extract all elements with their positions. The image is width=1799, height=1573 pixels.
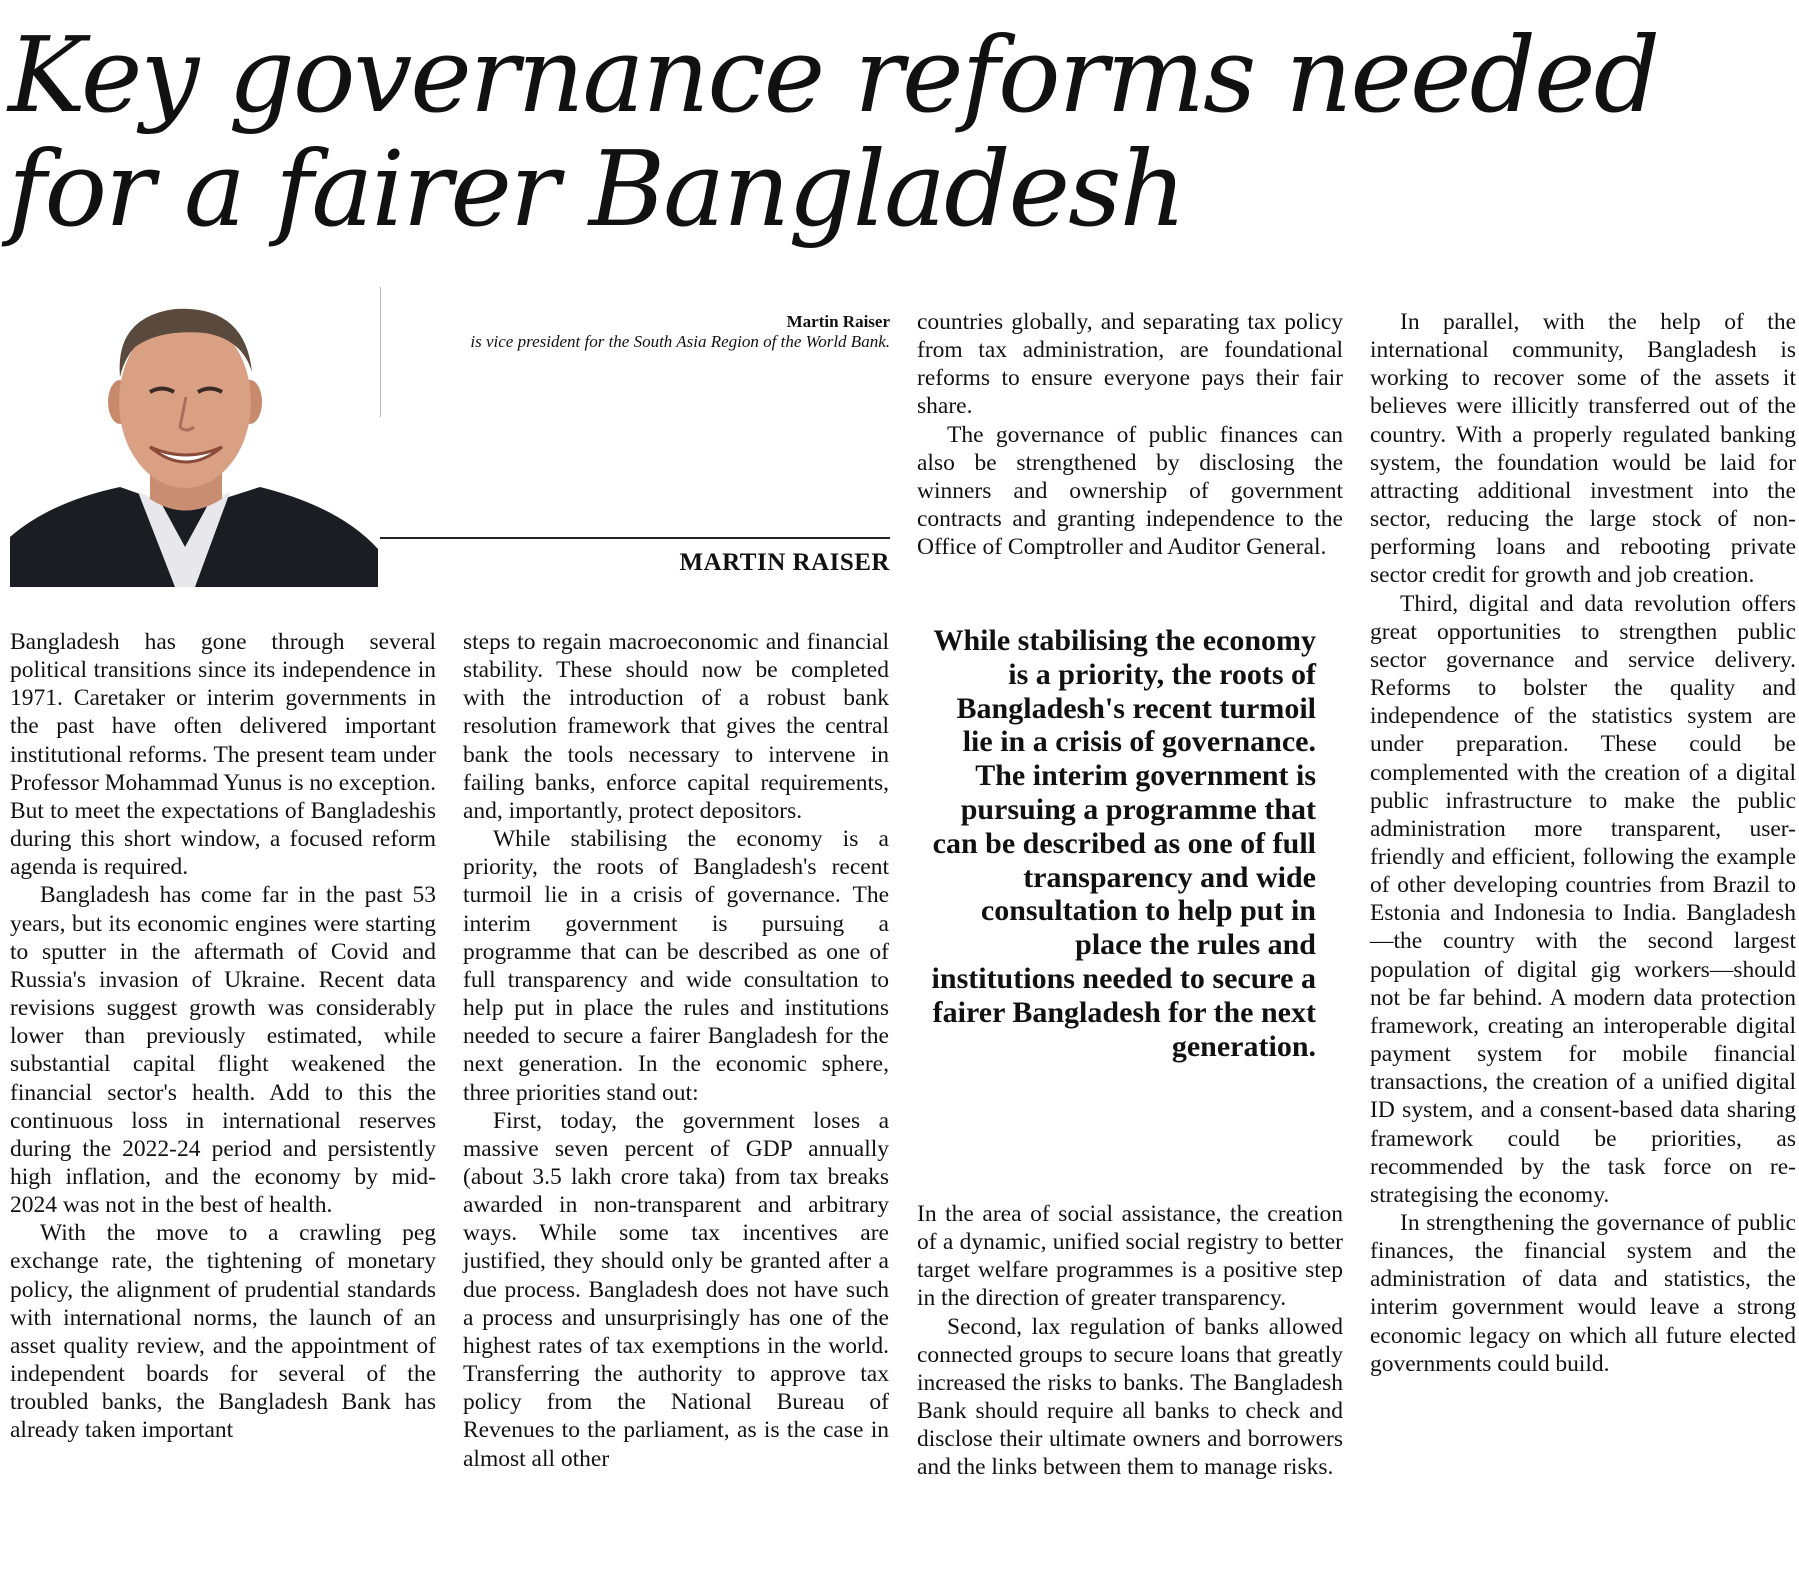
byline-divider bbox=[380, 287, 381, 417]
author-name-large: MARTIN RAISER bbox=[679, 549, 890, 576]
headline-line-2: for a fairer Bangladesh bbox=[8, 128, 1185, 250]
author-name-small: Martin Raiser bbox=[786, 312, 890, 331]
article-column-1 bbox=[10, 628, 436, 1445]
author-description: is vice president for the South Asia Region of the World Bank. bbox=[470, 332, 890, 351]
paragraph: In strengthening the governance of public finances, the financial system and the administration of data and statistics, the interim government would leave a strong economic legacy on which all future elected governments could build. bbox=[1370, 1210, 1796, 1377]
article-column-4 bbox=[1370, 308, 1796, 1378]
paragraph: In parallel, with the help of the international community, Bangladesh is working to recover some of the assets it believes were illicitly transferred out of the country. With a properly regulated banking system, the foundation would be laid for attracting additional investment into the sector, reducing the large stock of non-performing loans and rebooting private sector credit for growth and job creation. bbox=[1370, 309, 1796, 589]
paragraph: The governance of public finances can also be strengthened by disclosing the winners and ownership of government contracts and granting independence to the Office of Comptroller and Auditor General. bbox=[917, 421, 1343, 561]
author-credit bbox=[440, 312, 890, 352]
paragraph: Bangladesh has come far in the past 53 years, but its economic engines were starting to sputter in the aftermath of Covid and Russia's invasion of Ukraine. Recent data revisions suggest growth was considerably lower than previously estimated, while substantial capital flight weakened the financial sector's health. Add to this the continuous loss in international reserves during the 2022-24 period and persistently high inflation, and the economy by mid-2024 was not in the best of health. bbox=[10, 882, 436, 1219]
pull-quote: While stabilising the economy is a priority, the roots of Bangladesh's recent turmoil lie in a crisis of governance. The interim government is pursuing a programme that can be described as one of full transparency and wide consultation to help put in place the rules and institutions needed to secure a fairer Bangladesh for the next generation. bbox=[931, 624, 1316, 1063]
byline-rule bbox=[380, 537, 890, 539]
article-column-3-bottom bbox=[917, 1200, 1343, 1482]
paragraph: With the move to a crawling peg exchange rate, the tightening of monetary policy, the alignment of prudential standards with international norms, the launch of an asset quality review, and the appointment of independent boards for several of the troubled banks, the Bangladesh Bank has already taken important bbox=[10, 1220, 436, 1444]
author-portrait-illustration bbox=[10, 287, 378, 587]
paragraph: Second, lax regulation of banks allowed connected groups to secure loans that greatly increased the risks to banks. The Bangladesh Bank should require all banks to check and disclose their ultimate owners and borrowers and the links between them to manage risks. bbox=[917, 1313, 1343, 1481]
paragraph: countries globally, and separating tax policy from tax administration, are foundational reforms to ensure everyone pays their fair share. bbox=[917, 309, 1343, 420]
paragraph: In the area of social assistance, the creation of a dynamic, unified social registry to better target welfare programmes is a positive step in the direction of greater transparency. bbox=[917, 1201, 1343, 1312]
paragraph: While stabilising the economy is a priority, the roots of Bangladesh's recent turmoil lie in a crisis of governance. The interim government is pursuing a programme that can be described as one of full transparency and wide consultation to help put in place the rules and institutions needed to secure a fairer Bangladesh for the next generation. In the economic sphere, three priorities stand out: bbox=[463, 826, 889, 1106]
headline bbox=[8, 14, 1788, 250]
paragraph: Third, digital and data revolution offers great opportunities to strengthen public sector governance and service delivery. Reforms to bolster the quality and independence of the statistics system are under preparation. These could be complemented with the creation of a digital public infrastructure to make the public administration more transparent, user-friendly and efficient, following the example of other developing countries from Brazil to Estonia and Indonesia to India. Bangladesh—the country with the second largest population of digital gig workers—should not be far behind. A modern data protection framework, creating an interoperable digital payment system for mobile financial transactions, the creation of a unified digital ID system, and a consent-based data sharing framework could be priorities, as recommended by the task force on re-strategising the economy. bbox=[1370, 590, 1796, 1208]
article-column-2 bbox=[463, 628, 889, 1473]
paragraph: steps to regain macroeconomic and financial stability. These should now be completed with the introduction of a robust bank resolution framework that gives the central bank the tools necessary to intervene in failing banks, enforce capital requirements, and, importantly, protect depositors. bbox=[463, 629, 889, 824]
paragraph: Bangladesh has gone through several political transitions since its independence in 1971. Caretaker or interim governments in the past have often delivered important institutional reforms. The present team under Professor Mohammad Yunus is no exception. But to meet the expectations of Bangladeshis during this short window, a focused reform agenda is required. bbox=[10, 629, 436, 881]
headline-line-1: Key governance reforms needed bbox=[8, 14, 1659, 136]
article-column-3-top bbox=[917, 308, 1343, 561]
author-photo bbox=[10, 287, 378, 587]
paragraph: First, today, the government loses a massive seven percent of GDP annually (about 3.5 lakh crore taka) from tax breaks awarded in non-transparent and arbitrary ways. While some tax incentives are justified, they should only be granted after a due process. Bangladesh does not have such a process and unsurprisingly has one of the highest rates of tax exemptions in the world. Transferring the authority to approve tax policy from the National Bureau of Revenues to the parliament, as is the case in almost all other bbox=[463, 1107, 889, 1472]
